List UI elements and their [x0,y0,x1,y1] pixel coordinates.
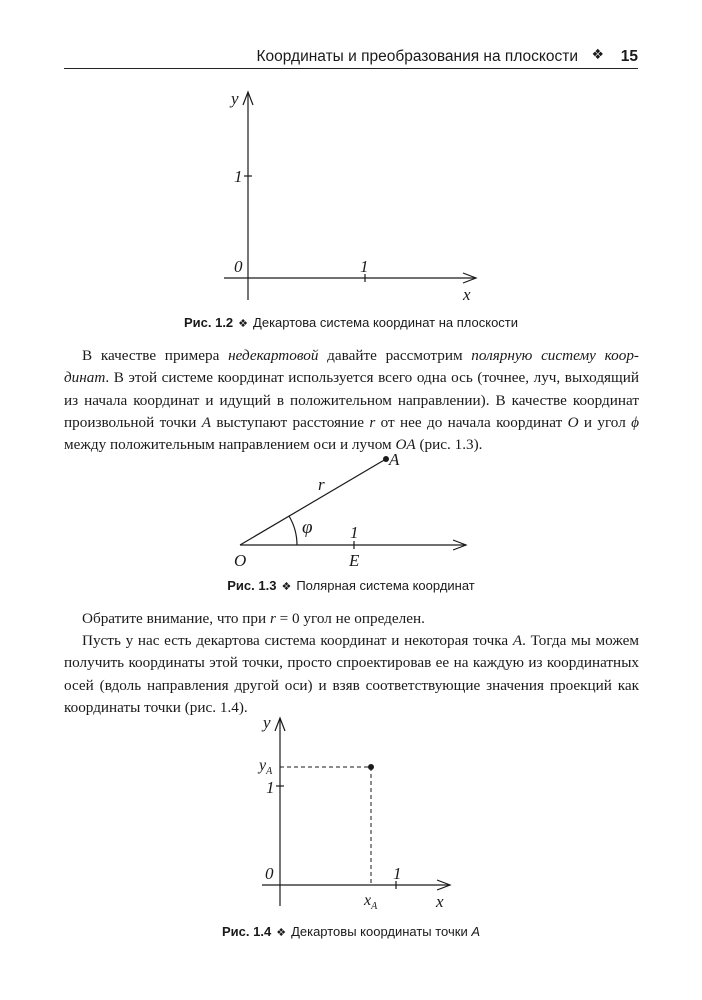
p1-italic-7: OA [395,436,416,454]
fig14-ya-sub: A [266,766,273,777]
p3-text-2: . Тогда мы можем получить координаты этой точки, просто спроектировав ее на каждую из координатных осей (вдоль направления другой оси) и взяв соответствующие значения проекций как координаты точки (рис. 1.4). [64,632,639,716]
fig12-tick-y-label: 1 [234,167,243,186]
p1-text-8: (рис. 1.3). [415,436,483,454]
fig14-xa-label [363,892,378,912]
fig13-e-label: E [349,551,360,570]
fig12-y-label: y [231,89,239,108]
p1-text-2: давайте рассмотрим [318,347,472,364]
fig13-r-label: r [318,475,325,494]
fig13-origin-label: O [234,551,247,570]
p1-text-1: В качестве примера [82,347,229,364]
fig14-ya-main: y [259,757,267,774]
p1-italic-6: ϕ [631,413,639,431]
p2-text-2: = 0 угол не определен. [275,610,425,627]
p1-text-4: выступают расстояние [211,413,370,431]
p1-italic-1: недекартовой [228,347,319,364]
page-number: 15 [620,48,638,65]
p3-italic-1: A [512,632,523,649]
p1-italic-2: полярную систему коор-динат [64,347,639,387]
fig12-x-label: x [463,285,471,304]
p1-text-5: от нее до начала координат [375,413,568,431]
running-header-title: Координаты и преобразования на плоскости [256,48,578,65]
fig14-y-label: y [263,713,271,732]
p1-italic-4: r [369,413,376,431]
fig12-origin-label: 0 [234,257,243,276]
fig14-tick-x-label: 1 [393,864,402,883]
fig12-caption-text: Декартова система координат на плоскости [253,315,519,330]
fig14-xa-main: x [364,892,372,909]
fig13-caption-diamond-icon: ❖ [281,580,292,593]
header-diamond-icon: ❖ [591,47,604,63]
p2-italic-1: r [269,610,276,627]
fig14-caption-label: Рис. 1.4 [221,924,272,939]
p3-text-1: Пусть у нас есть декартова система координат и некоторая точка [82,632,513,649]
p2-text-1: Обратите внимание, что при [82,610,270,627]
fig14-origin-label: 0 [265,864,274,883]
p1-text-3: . В этой системе координат используется всего одна ось (точнее, луч, выходящий из начала координат и идущий в положительном направлении). В качестве координат произвольной точки [64,369,639,431]
fig12-tick-x-label: 1 [360,257,369,276]
fig14-xa-sub: A [371,901,378,912]
fig14-x-label: x [436,892,444,911]
p1-italic-5: O [567,413,579,431]
fig13-tick-label: 1 [350,523,359,542]
fig14-caption-point: A [471,924,481,939]
fig13-phi-label: φ [302,517,313,538]
fig14-ya-label [257,757,273,777]
fig14-caption-text: Декартовы координаты точки [291,924,472,939]
p1-italic-3: A [201,413,212,431]
fig14-tick-y-label: 1 [266,778,275,797]
fig13-point-a-label: A [389,450,400,469]
fig14-caption-diamond-icon: ❖ [276,926,287,939]
fig12-caption-label: Рис. 1.2 [183,315,234,330]
figure-1-4-caption [0,924,702,939]
p1-text-6: и угол [578,413,632,431]
fig14-point-a [368,764,374,770]
p1-text-7: между положительным направлением оси и лучом [64,436,396,454]
fig12-caption-diamond-icon: ❖ [238,317,249,330]
fig13-caption-text: Полярная система координат [296,578,475,593]
fig13-caption-label: Рис. 1.3 [227,578,277,593]
